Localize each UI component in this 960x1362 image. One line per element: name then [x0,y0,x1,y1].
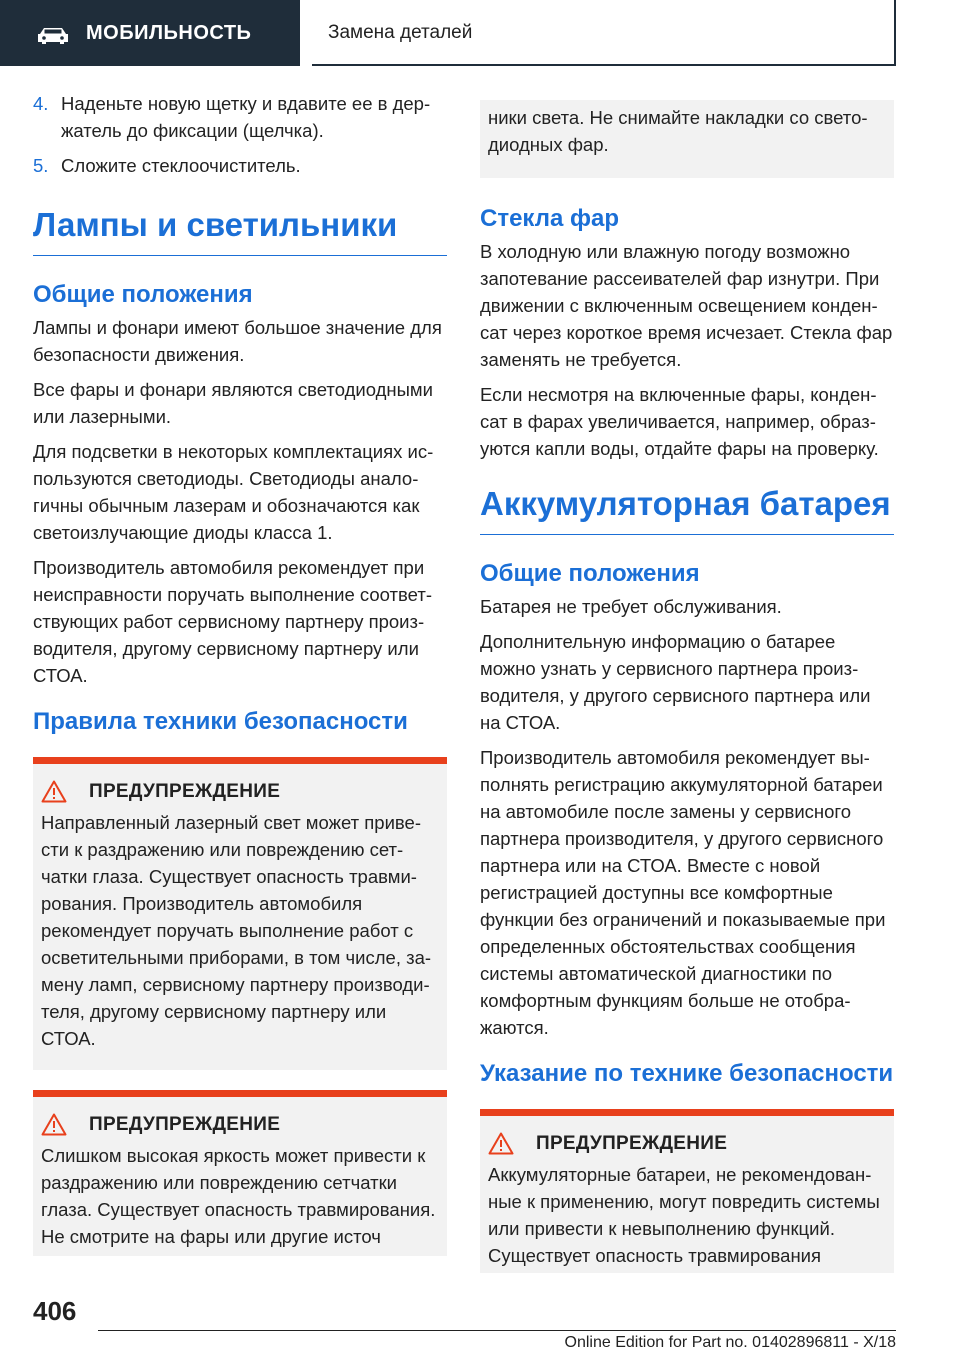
general-provisions-heading: Общие положения [33,281,253,308]
warning-box [33,757,447,1070]
footer-divider [98,1330,896,1331]
continued-warning-box [480,100,894,178]
car-icon [36,26,70,44]
list-item [33,152,447,179]
paragraph: Производитель автомобиля рекомендует выполнять регистрацию аккумуляторной батареи на автомобиле после замены у сервисного партнера производителя, у другого сервисного партнера или на СТОА. Вместе с новой регистрацией доступны все комфортные функции без ограничений и показываемые при определенных обстоятельствах сообщения системы автоматической диагностики по комфортным функциям больше не отображаются. [480,747,886,1038]
chapter-title: Замена деталей [328,22,473,43]
step-text: Наденьте новую щетку и вдавите ее в держатель до фиксации (щелчка). [61,93,431,141]
page-number: 406 [33,1296,77,1326]
paragraph: Если несмотря на включенные фары, конденсат в фарах увеличивается, например, образуются капли воды, отдайте фары на проверку. [480,384,879,459]
header-section-tab [0,0,300,66]
warning-text-continued: ники света. Не снимайте накладки со светодиодных фар. [488,107,868,155]
edition-text: Online Edition for Part no. 01402896811 - X/18 [564,1334,896,1351]
battery-heading: Аккумуляторная батарея [480,484,894,535]
warning-title: ПРЕДУПРЕЖДЕНИЕ [89,780,281,802]
paragraph: Производитель автомобиля рекомендует при неисправности поручать выполнение соответствующих работ сервисному партнеру производителя, другому сервисному партнеру или СТОА. [33,557,432,686]
section-title: МОБИЛЬНОСТЬ [86,22,252,44]
warning-text: Слишком высокая яркость может привести к раздражению или повреждению сетчатки глаза. Существует опасность травмирования. Не смотрите на фары или другие источ [41,1145,436,1247]
warning-triangle-icon [41,1113,67,1136]
step-number: 4. [33,93,49,114]
list-item [33,90,447,144]
warning-box [33,1090,447,1256]
warning-text: Направленный лазерный свет может привести к раздражению или повреждению сетчатки глаза. Существует опасность травмирования. Производитель автомобиля рекомендует поручать выполнение работ с осветительными приборами, в том числе, замену ламп, сервисному партнеру производителя, другому сервисному партнеру или СТОА. [41,812,432,1049]
warning-text: Аккумуляторные батареи, не рекомендованные к применению, могут повредить системы или привести к невыполнению функций. Существует опасность травмирования [488,1164,880,1266]
paragraph: Батарея не требует обслуживания. [480,596,782,617]
chapter-header [312,0,896,66]
paragraph: Все фары и фонари являются светодиодными или лазерными. [33,379,433,427]
warning-title: ПРЕДУПРЕЖДЕНИЕ [536,1132,728,1154]
warning-box [480,1109,894,1273]
left-column [33,90,447,1256]
warning-header [488,1132,884,1155]
warning-header [41,780,437,803]
warning-triangle-icon [41,780,67,803]
paragraph: Для подсветки в некоторых комплектациях используются светодиоды. Светодиоды аналогичны обычным лазерам и обозначаются как светоизлучающие диоды класса 1. [33,441,434,543]
step-number: 5. [33,155,49,176]
safety-rules-heading: Правила техники безопасности [33,708,408,735]
paragraph: В холодную или влажную погоду возможно запотевание рассеивателей фар изнутри. При движении с включенным освещением конденсат через короткое время исчезает. Стекла фар заменять не требуется. [480,241,893,370]
right-column [480,100,894,1273]
warning-header [41,1113,437,1136]
paragraph: Дополнительную информацию о батарее можно узнать у сервисного партнера производителя, у другого сервисного партнера или на СТОА. [480,631,871,733]
paragraph: Лампы и фонари имеют большое значение для безопасности движения. [33,317,442,365]
general-provisions-heading: Общие положения [480,560,700,587]
lamps-heading: Лампы и светильники [33,205,447,256]
headlight-glass-heading: Стекла фар [480,205,620,232]
warning-triangle-icon [488,1132,514,1155]
warning-title: ПРЕДУПРЕЖДЕНИЕ [89,1113,281,1135]
step-text: Сложите стеклоочиститель. [61,155,301,176]
safety-note-heading: Указание по технике безопасности [480,1060,894,1087]
